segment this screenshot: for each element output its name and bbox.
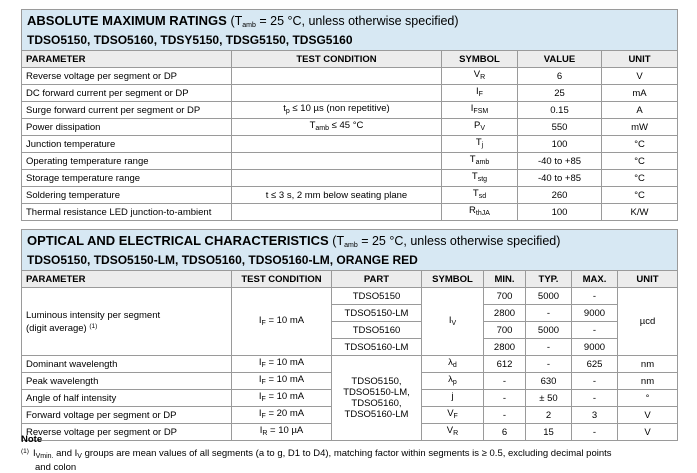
table2-header: MIN. bbox=[484, 271, 526, 288]
symbol-cell: $I_{FSM}$ bbox=[442, 102, 518, 119]
table2-header-row bbox=[22, 271, 678, 288]
table2-header: TYP. bbox=[526, 271, 572, 288]
param-cell: Peak wavelength bbox=[22, 373, 232, 390]
max-cell: 9000 bbox=[572, 339, 618, 356]
note-marker: (1) bbox=[21, 448, 29, 455]
symbol-cell: $V_R$ bbox=[422, 424, 484, 441]
cond-cell: $t_p \le 10$ µs (non repetitive) bbox=[232, 102, 442, 119]
note-continuation: and colon bbox=[35, 462, 77, 473]
table2-header: TEST CONDITION bbox=[232, 271, 332, 288]
table-row bbox=[22, 356, 678, 373]
unit-cell: nm bbox=[618, 373, 678, 390]
part-cell: TDSO5160 bbox=[332, 322, 422, 339]
value-cell: 550 bbox=[518, 119, 602, 136]
unit-cell: °C bbox=[602, 187, 678, 204]
value-cell: -40 to +85 bbox=[518, 170, 602, 187]
part-cell: TDSO5160-LM bbox=[332, 339, 422, 356]
table2-header: SYMBOL bbox=[422, 271, 484, 288]
param-cell: Dominant wavelength bbox=[22, 356, 232, 373]
typ-cell: 5000 bbox=[526, 322, 572, 339]
min-cell: 6 bbox=[484, 424, 526, 441]
max-cell: - bbox=[572, 373, 618, 390]
value-cell: 100 bbox=[518, 204, 602, 221]
note-body: $^{(1)}$ $I_{Vmin.}$ and $I_V$ groups are mean values of all segments (a to g, D1 to D4), matching factor within segments is ≥ 0.5, excluding decimal points and colon bbox=[21, 446, 681, 473]
typ-cell: - bbox=[526, 339, 572, 356]
typ-cell: 15 bbox=[526, 424, 572, 441]
table1-title: ABSOLUTE MAXIMUM RATINGS ($T_{amb} = 25$ °C, unless otherwise specified) TDSO5150, TDSO5160, TDSY5150, TDSG5150, TDSG5160 bbox=[22, 10, 678, 51]
min-cell: 700 bbox=[484, 322, 526, 339]
typ-cell: 630 bbox=[526, 373, 572, 390]
value-cell: -40 to +85 bbox=[518, 153, 602, 170]
unit-cell: °C bbox=[602, 170, 678, 187]
min-cell: 2800 bbox=[484, 339, 526, 356]
table2-header: PART bbox=[332, 271, 422, 288]
symbol-cell: $T_j$ bbox=[442, 136, 518, 153]
table1-title-parts: TDSO5150, TDSO5160, TDSY5150, TDSG5150, TDSG5160 bbox=[27, 33, 353, 47]
table1-header: SYMBOL bbox=[442, 51, 518, 68]
max-cell: 9000 bbox=[572, 305, 618, 322]
absolute-maximum-ratings-table bbox=[21, 9, 678, 221]
unit-cell: K/W bbox=[602, 204, 678, 221]
cond-cell bbox=[232, 85, 442, 102]
min-cell: 2800 bbox=[484, 305, 526, 322]
part-cell-shared: TDSO5150, TDSO5150-LM, TDSO5160, TDSO5160-LM bbox=[332, 356, 422, 441]
unit-cell: °C bbox=[602, 136, 678, 153]
unit-cell: V bbox=[618, 407, 678, 424]
unit-cell: mA bbox=[602, 85, 678, 102]
cond-cell: $I_F = 10$ mA bbox=[232, 373, 332, 390]
symbol-cell: j bbox=[422, 390, 484, 407]
table-row bbox=[22, 68, 678, 85]
param-cell: Soldering temperature bbox=[22, 187, 232, 204]
table1-header: VALUE bbox=[518, 51, 602, 68]
table2-header: MAX. bbox=[572, 271, 618, 288]
min-cell: - bbox=[484, 407, 526, 424]
note-title: Note bbox=[21, 434, 43, 445]
typ-cell: 2 bbox=[526, 407, 572, 424]
max-cell: 3 bbox=[572, 407, 618, 424]
cond-cell: $I_F = 10$ mA bbox=[232, 356, 332, 373]
value-cell: 0.15 bbox=[518, 102, 602, 119]
symbol-cell: $T_{amb}$ bbox=[442, 153, 518, 170]
param-cell: Surge forward current per segment or DP bbox=[22, 102, 232, 119]
table-row bbox=[22, 102, 678, 119]
param-cell: Thermal resistance LED junction-to-ambient bbox=[22, 204, 232, 221]
max-cell: - bbox=[572, 424, 618, 441]
symbol-cell: $T_{sd}$ bbox=[442, 187, 518, 204]
table-row bbox=[22, 85, 678, 102]
min-cell: - bbox=[484, 390, 526, 407]
param-cell-luminous: Luminous intensity per segment (digit average) $^{(1)}$ bbox=[22, 288, 232, 356]
param-cell: Operating temperature range bbox=[22, 153, 232, 170]
symbol-cell: $T_{stg}$ bbox=[442, 170, 518, 187]
cond-cell: $T_{amb} \le 45$ °C bbox=[232, 119, 442, 136]
cond-cell: t ≤ 3 s, 2 mm below seating plane bbox=[232, 187, 442, 204]
param-cell: Storage temperature range bbox=[22, 170, 232, 187]
unit-cell: A bbox=[602, 102, 678, 119]
unit-cell: nm bbox=[618, 356, 678, 373]
symbol-cell: $I_F$ bbox=[442, 85, 518, 102]
table-row bbox=[22, 170, 678, 187]
typ-cell: - bbox=[526, 356, 572, 373]
unit-cell: °C bbox=[602, 153, 678, 170]
symbol-cell: $R_{thJA}$ bbox=[442, 204, 518, 221]
symbol-cell: $I_V$ bbox=[422, 288, 484, 356]
cond-cell: $I_F = 10$ mA bbox=[232, 288, 332, 356]
symbol-cell: $\lambda_d$ bbox=[422, 356, 484, 373]
optical-electrical-characteristics-table bbox=[21, 229, 678, 441]
unit-cell: mW bbox=[602, 119, 678, 136]
max-cell: - bbox=[572, 288, 618, 305]
value-cell: 100 bbox=[518, 136, 602, 153]
unit-cell: ° bbox=[618, 390, 678, 407]
part-cell: TDSO5150-LM bbox=[332, 305, 422, 322]
cond-cell bbox=[232, 153, 442, 170]
cond-cell bbox=[232, 136, 442, 153]
param-cell: DC forward current per segment or DP bbox=[22, 85, 232, 102]
symbol-cell: $V_R$ bbox=[442, 68, 518, 85]
cond-cell bbox=[232, 170, 442, 187]
table-row bbox=[22, 153, 678, 170]
table2-title-parts: TDSO5150, TDSO5150-LM, TDSO5160, TDSO5160-LM, ORANGE RED bbox=[27, 253, 418, 267]
value-cell: 6 bbox=[518, 68, 602, 85]
table1-header: PARAMETER bbox=[22, 51, 232, 68]
table-row bbox=[22, 136, 678, 153]
min-cell: 612 bbox=[484, 356, 526, 373]
cond-cell: $I_R = 10$ µA bbox=[232, 424, 332, 441]
unit-cell: V bbox=[602, 68, 678, 85]
cond-cell: $I_F = 20$ mA bbox=[232, 407, 332, 424]
table2-title: OPTICAL AND ELECTRICAL CHARACTERISTICS ($T_{amb} = 25$ °C, unless otherwise specified) TDSO5150, TDSO5150-LM, TDSO5160, TDSO5160-LM, ORANGE RED bbox=[22, 230, 678, 271]
param-cell: Angle of half intensity bbox=[22, 390, 232, 407]
table2-title-main: OPTICAL AND ELECTRICAL CHARACTERISTICS bbox=[27, 233, 329, 248]
param-cell: Junction temperature bbox=[22, 136, 232, 153]
table-row bbox=[22, 187, 678, 204]
min-cell: 700 bbox=[484, 288, 526, 305]
cond-cell bbox=[232, 204, 442, 221]
param-cell: Reverse voltage per segment or DP bbox=[22, 68, 232, 85]
typ-cell: - bbox=[526, 305, 572, 322]
value-cell: 25 bbox=[518, 85, 602, 102]
min-cell: - bbox=[484, 373, 526, 390]
max-cell: - bbox=[572, 390, 618, 407]
unit-cell: µcd bbox=[618, 288, 678, 356]
cond-cell bbox=[232, 68, 442, 85]
part-cell: TDSO5150 bbox=[332, 288, 422, 305]
unit-cell: V bbox=[618, 424, 678, 441]
typ-cell: 5000 bbox=[526, 288, 572, 305]
max-cell: - bbox=[572, 322, 618, 339]
table1-header-row bbox=[22, 51, 678, 68]
table2-header: PARAMETER bbox=[22, 271, 232, 288]
param-cell: Forward voltage per segment or DP bbox=[22, 407, 232, 424]
symbol-cell: $V_F$ bbox=[422, 407, 484, 424]
cond-cell: $I_F = 10$ mA bbox=[232, 390, 332, 407]
table-row bbox=[22, 204, 678, 221]
table-row bbox=[22, 119, 678, 136]
table1-header: UNIT bbox=[602, 51, 678, 68]
param-cell: Reverse voltage per segment or DP bbox=[22, 424, 232, 441]
max-cell: 625 bbox=[572, 356, 618, 373]
table1-header: TEST CONDITION bbox=[232, 51, 442, 68]
param-cell: Power dissipation bbox=[22, 119, 232, 136]
symbol-cell: $P_V$ bbox=[442, 119, 518, 136]
value-cell: 260 bbox=[518, 187, 602, 204]
table2-header: UNIT bbox=[618, 271, 678, 288]
typ-cell: ± 50 bbox=[526, 390, 572, 407]
table1-title-main: ABSOLUTE MAXIMUM RATINGS bbox=[27, 13, 227, 28]
symbol-cell: $\lambda_p$ bbox=[422, 373, 484, 390]
table-row bbox=[22, 288, 678, 305]
